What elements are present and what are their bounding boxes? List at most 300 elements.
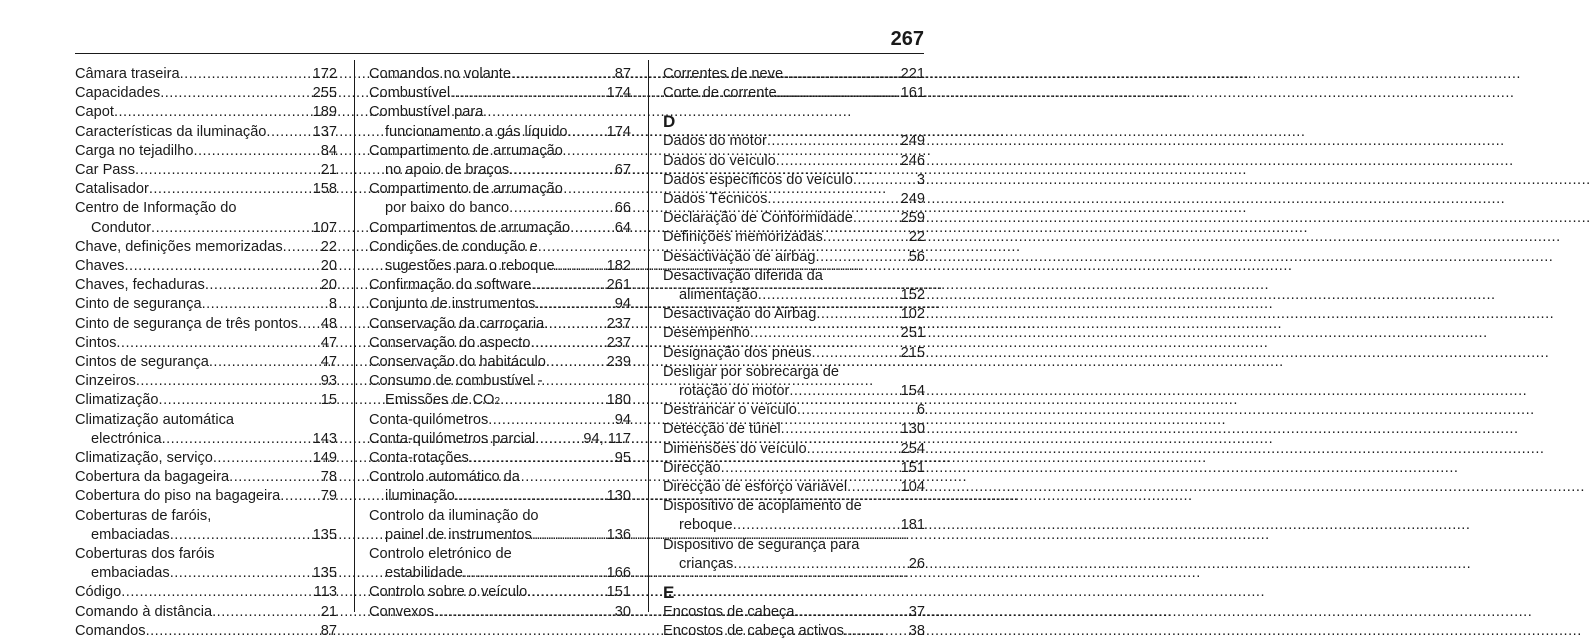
index-term: Conjunto de instrumentos bbox=[369, 296, 536, 313]
index-term: Cintos de segurança bbox=[75, 354, 209, 371]
index-entry bbox=[75, 238, 337, 257]
index-page-ref: 149 bbox=[312, 450, 337, 467]
index-term: Convexos bbox=[369, 603, 434, 620]
index-entry-line bbox=[75, 123, 337, 142]
index-entry-line bbox=[75, 180, 337, 199]
dot-leader bbox=[844, 622, 909, 641]
dot-leader bbox=[816, 305, 900, 324]
index-term: Câmara traseira bbox=[75, 66, 180, 82]
index-page-ref: 87 bbox=[614, 66, 631, 82]
dot-leader bbox=[777, 84, 901, 103]
dot-leader bbox=[794, 603, 908, 622]
index-term: Direcção de esforço variável bbox=[663, 479, 848, 496]
index-entry-line bbox=[663, 209, 925, 228]
dot-leader bbox=[544, 315, 606, 334]
index-entry-continuation bbox=[75, 219, 337, 238]
dot-leader bbox=[463, 564, 607, 583]
index-term: Centro de Informação do bbox=[75, 200, 237, 217]
index-entry bbox=[75, 257, 337, 276]
dot-leader bbox=[811, 344, 900, 363]
index-entry-line bbox=[75, 142, 337, 161]
index-entry-line bbox=[75, 583, 337, 602]
dot-leader bbox=[135, 161, 321, 180]
index-term: Desactivação de airbag bbox=[663, 248, 816, 265]
index-entry-line bbox=[75, 161, 337, 180]
index-entry-line bbox=[663, 65, 925, 84]
dot-leader bbox=[151, 219, 313, 238]
dot-leader bbox=[500, 391, 607, 410]
index-term: Declaração de Conformidade bbox=[663, 210, 853, 227]
index-entry-line bbox=[75, 315, 337, 334]
index-entry bbox=[369, 411, 631, 430]
index-entry bbox=[75, 199, 337, 237]
index-entry bbox=[369, 583, 631, 602]
index-page-ref: 237 bbox=[606, 334, 631, 351]
index-term: reboque bbox=[679, 517, 733, 534]
index-term: Correntes de neve bbox=[663, 66, 784, 82]
index-entry-line bbox=[663, 478, 925, 497]
index-page-ref: 66 bbox=[614, 200, 631, 217]
column-separator bbox=[648, 60, 649, 612]
dot-leader bbox=[797, 401, 917, 420]
index-term: Climatização, serviço bbox=[75, 450, 213, 467]
dot-leader bbox=[124, 257, 320, 276]
dot-leader bbox=[511, 65, 615, 84]
index-page-ref: 166 bbox=[606, 565, 631, 582]
index-entry bbox=[663, 603, 925, 622]
index-column-3 bbox=[663, 65, 925, 641]
index-page-ref: 180 bbox=[606, 392, 631, 409]
index-entry bbox=[369, 295, 631, 314]
index-entry-line bbox=[75, 622, 337, 641]
index-entry-continuation bbox=[369, 564, 631, 583]
index-column-1 bbox=[75, 65, 337, 641]
index-entry bbox=[663, 132, 925, 151]
dot-leader bbox=[767, 132, 901, 151]
index-term: Cinto de segurança de três pontos bbox=[75, 315, 299, 332]
index-page-ref: 21 bbox=[320, 162, 337, 179]
index-entry bbox=[369, 315, 631, 334]
index-entry-line bbox=[369, 411, 631, 430]
index-page-ref: 130 bbox=[900, 421, 925, 438]
dot-leader bbox=[205, 276, 321, 295]
index-term: Desactivação diferida da bbox=[663, 267, 823, 284]
index-term: Conservação do habitáculo bbox=[369, 354, 546, 371]
index-page-ref: 215 bbox=[900, 344, 925, 361]
index-page-ref: 37 bbox=[908, 604, 925, 621]
index-page-ref: 56 bbox=[908, 248, 925, 265]
index-entry-line bbox=[75, 84, 337, 103]
index-page-ref: 130 bbox=[606, 488, 631, 505]
dot-leader bbox=[170, 526, 313, 545]
index-page-ref: 107 bbox=[312, 219, 337, 236]
index-entry bbox=[369, 65, 631, 84]
index-entry-line bbox=[663, 84, 925, 103]
index-entry bbox=[663, 190, 925, 209]
index-entry-line bbox=[369, 295, 631, 314]
index-entry-line bbox=[663, 132, 925, 151]
index-section-letter: D bbox=[663, 112, 676, 132]
index-entry bbox=[75, 161, 337, 180]
index-page-ref: 255 bbox=[312, 85, 337, 102]
index-page-ref: 102 bbox=[900, 306, 925, 323]
dot-leader bbox=[159, 391, 321, 410]
dot-leader bbox=[807, 440, 901, 459]
index-entry-continuation bbox=[369, 257, 631, 276]
index-entry bbox=[369, 603, 631, 622]
index-term: Car Pass bbox=[75, 162, 136, 179]
index-entry bbox=[75, 65, 337, 84]
index-entry-continuation bbox=[369, 161, 631, 180]
index-page-ref: 21 bbox=[320, 603, 337, 620]
dot-leader bbox=[469, 449, 615, 468]
index-term: Destrancar o veículo bbox=[663, 402, 797, 419]
index-term: Dados específicos do veículo bbox=[663, 171, 853, 188]
index-entry bbox=[75, 622, 337, 641]
index-term: Conta-rotações bbox=[369, 450, 469, 467]
index-term: Comandos no volante bbox=[369, 66, 511, 82]
index-page-ref: 221 bbox=[900, 66, 925, 82]
index-page-ref: 182 bbox=[606, 258, 631, 275]
index-page-ref: 152 bbox=[900, 287, 925, 304]
index-term: Dados do motor bbox=[663, 133, 767, 150]
index-entry-line bbox=[663, 603, 925, 622]
index-term: Desligar por sobrecarga de bbox=[663, 363, 840, 380]
dot-leader bbox=[280, 487, 320, 506]
index-entry-continuation bbox=[663, 382, 925, 401]
index-page-ref: 143 bbox=[312, 430, 337, 447]
index-entry-line bbox=[75, 276, 337, 295]
index-term: Características da iluminação bbox=[75, 123, 267, 140]
index-page-ref: 38 bbox=[908, 623, 925, 640]
index-entry-line bbox=[369, 180, 631, 199]
dot-leader bbox=[758, 286, 901, 305]
dot-leader bbox=[532, 526, 607, 545]
header-rule bbox=[75, 53, 924, 54]
index-entry-line bbox=[75, 295, 337, 314]
index-entry-line bbox=[369, 103, 631, 122]
index-entry bbox=[663, 459, 925, 478]
index-entry bbox=[663, 209, 925, 228]
index-entry-line bbox=[369, 334, 631, 353]
index-entry bbox=[369, 468, 631, 506]
index-term: Encostos de cabeça bbox=[663, 604, 795, 621]
dot-leader bbox=[488, 411, 615, 430]
index-term: Cobertura da bagageira bbox=[75, 469, 230, 486]
index-term: Carga no tejadilho bbox=[75, 142, 194, 159]
index-term: Controlo automático da bbox=[369, 469, 520, 486]
index-entry bbox=[75, 353, 337, 372]
dot-leader bbox=[509, 199, 615, 218]
index-page-ref: 93 bbox=[320, 373, 337, 390]
index-section-letter: E bbox=[663, 583, 675, 603]
index-term: Dimensões do veículo bbox=[663, 440, 807, 457]
index-page-ref: 189 bbox=[312, 104, 337, 121]
index-entry bbox=[663, 228, 925, 247]
index-page-ref: 137 bbox=[312, 123, 337, 140]
index-entry bbox=[369, 142, 631, 180]
index-term: funcionamento a gás líquido bbox=[385, 123, 568, 140]
index-term: Consumo de combustível - bbox=[369, 373, 543, 390]
index-entry bbox=[75, 142, 337, 161]
index-term: Dispositivo de segurança para bbox=[663, 536, 860, 553]
index-term: embaciadas bbox=[91, 565, 170, 582]
index-entry-line bbox=[369, 430, 631, 449]
dot-leader bbox=[229, 468, 321, 487]
index-entry-continuation bbox=[663, 555, 925, 574]
index-entry-line bbox=[75, 507, 337, 526]
index-page-ref: 94, 117 bbox=[583, 430, 631, 447]
index-entry-line bbox=[663, 497, 925, 516]
index-entry-line bbox=[663, 401, 925, 420]
index-term: Chaves, fechaduras bbox=[75, 277, 205, 294]
index-page-ref: 30 bbox=[614, 603, 631, 620]
index-page-ref: 249 bbox=[900, 133, 925, 150]
index-term: Detecção de túnel bbox=[663, 421, 781, 438]
index-page-ref: 151 bbox=[900, 459, 925, 476]
index-entry bbox=[663, 344, 925, 363]
index-entry bbox=[663, 363, 925, 401]
index-term: Catalisador bbox=[75, 181, 149, 198]
dot-leader bbox=[434, 603, 615, 622]
index-entry bbox=[75, 507, 337, 545]
index-entry bbox=[75, 295, 337, 314]
index-entry-line bbox=[75, 257, 337, 276]
index-page-ref: 15 bbox=[320, 392, 337, 409]
dot-leader bbox=[853, 209, 901, 228]
index-entry-line bbox=[663, 459, 925, 478]
index-entry bbox=[369, 372, 631, 410]
index-page-ref: 249 bbox=[900, 191, 925, 208]
dot-leader bbox=[783, 65, 901, 84]
index-page-ref: 47 bbox=[320, 354, 337, 371]
index-term: electrónica bbox=[91, 430, 162, 447]
index-entry bbox=[369, 449, 631, 468]
index-page-ref: 104 bbox=[900, 479, 925, 496]
dot-leader bbox=[160, 84, 312, 103]
index-term: rotação do motor bbox=[679, 383, 790, 400]
index-entry-line bbox=[663, 171, 925, 190]
index-column-2 bbox=[369, 65, 631, 622]
index-term: Direcção bbox=[663, 459, 721, 476]
index-entry-line bbox=[369, 65, 631, 84]
index-entry-line bbox=[369, 507, 631, 526]
index-entry-line bbox=[663, 363, 925, 382]
index-term: Desactivação do Airbag bbox=[663, 306, 817, 323]
index-term: embaciadas bbox=[91, 526, 170, 543]
index-page-ref: 20 bbox=[320, 277, 337, 294]
dot-leader bbox=[776, 152, 901, 171]
page-number: 267 bbox=[890, 28, 924, 50]
index-page-ref: 64 bbox=[614, 219, 631, 236]
index-term: painel de instrumentos bbox=[385, 526, 532, 543]
index-term: Capot bbox=[75, 104, 114, 121]
index-entry-continuation bbox=[369, 199, 631, 218]
index-entry-line bbox=[369, 276, 631, 295]
dot-leader bbox=[509, 161, 615, 180]
index-term: Condutor bbox=[91, 219, 152, 236]
index-term: no apoio de braços bbox=[385, 162, 510, 179]
index-entry-continuation bbox=[369, 526, 631, 545]
index-entry bbox=[369, 545, 631, 583]
index-entry-line bbox=[75, 411, 337, 430]
dot-leader bbox=[816, 248, 909, 267]
index-term: Coberturas de faróis, bbox=[75, 507, 212, 524]
index-term: Controlo da iluminação do bbox=[369, 507, 539, 524]
index-entry bbox=[369, 103, 631, 141]
index-term: Conta-quilómetros parcial bbox=[369, 430, 536, 447]
dot-leader bbox=[853, 171, 917, 190]
index-entry-line bbox=[663, 440, 925, 459]
dot-leader bbox=[213, 449, 313, 468]
index-page-ref: 3 bbox=[916, 171, 925, 188]
index-entry-line bbox=[369, 583, 631, 602]
index-entry-line bbox=[75, 603, 337, 622]
dot-leader bbox=[121, 583, 313, 602]
index-term: sugestões para o reboque bbox=[385, 258, 555, 275]
dot-leader bbox=[535, 295, 614, 314]
index-entry bbox=[369, 276, 631, 295]
index-page-ref: 84 bbox=[320, 142, 337, 159]
index-entry-line bbox=[663, 267, 925, 286]
index-page-ref: 172 bbox=[312, 66, 337, 82]
index-page-ref: 174 bbox=[606, 85, 631, 102]
index-page-ref: 151 bbox=[606, 584, 631, 601]
index-entry bbox=[369, 219, 631, 238]
index-entry bbox=[663, 65, 925, 84]
index-entry-line bbox=[75, 372, 337, 391]
index-entry-line bbox=[369, 219, 631, 238]
index-page-ref: 254 bbox=[900, 440, 925, 457]
index-page-ref: 136 bbox=[606, 526, 631, 543]
index-term: Comandos bbox=[75, 622, 146, 639]
dot-leader bbox=[116, 334, 320, 353]
dot-leader bbox=[162, 430, 313, 449]
index-entry bbox=[369, 353, 631, 372]
index-term: Encostos de cabeça activos bbox=[663, 623, 844, 640]
dot-leader bbox=[136, 372, 321, 391]
index-entry-line bbox=[663, 622, 925, 641]
index-page-ref: 251 bbox=[900, 325, 925, 342]
dot-leader bbox=[535, 430, 583, 449]
index-entry-line bbox=[369, 353, 631, 372]
index-page-ref: 94 bbox=[614, 296, 631, 313]
index-term: Desempenho bbox=[663, 325, 750, 342]
index-entry bbox=[75, 603, 337, 622]
index-page-ref: 259 bbox=[900, 210, 925, 227]
index-entry bbox=[75, 468, 337, 487]
column-separator bbox=[354, 60, 355, 612]
index-entry-line bbox=[369, 372, 631, 391]
index-entry-line bbox=[75, 468, 337, 487]
dot-leader bbox=[733, 555, 908, 574]
index-term: estabilidade bbox=[385, 565, 463, 582]
index-term: Climatização automática bbox=[75, 411, 234, 428]
index-entry-line bbox=[369, 603, 631, 622]
index-entry-line bbox=[663, 536, 925, 555]
index-term: Compartimento de arrumação bbox=[369, 142, 563, 159]
index-entry bbox=[663, 152, 925, 171]
index-entry-line bbox=[663, 305, 925, 324]
index-page-ref: 135 bbox=[312, 565, 337, 582]
index-term: Conta-quilómetros bbox=[369, 411, 489, 428]
index-entry-line bbox=[663, 152, 925, 171]
index-page-ref: 113 bbox=[313, 584, 337, 601]
index-entry bbox=[663, 305, 925, 324]
index-entry-line bbox=[75, 487, 337, 506]
index-term: Combustível para bbox=[369, 104, 484, 121]
dot-leader bbox=[555, 257, 607, 276]
index-entry-line bbox=[75, 199, 337, 218]
index-page-ref: 94 bbox=[614, 411, 631, 428]
index-entry-line bbox=[75, 545, 337, 564]
index-entry bbox=[75, 103, 337, 122]
index-entry-line bbox=[663, 324, 925, 343]
dot-leader bbox=[149, 180, 313, 199]
index-term: Código bbox=[75, 584, 122, 601]
index-page-ref: 22 bbox=[908, 229, 925, 246]
index-page-ref: 79 bbox=[320, 488, 337, 505]
index-entry bbox=[75, 123, 337, 142]
dot-leader bbox=[209, 353, 321, 372]
dot-leader bbox=[721, 459, 901, 478]
index-entry-continuation bbox=[75, 564, 337, 583]
dot-leader bbox=[789, 382, 900, 401]
index-term: Conservação do aspecto bbox=[369, 334, 531, 351]
index-page-ref: 95 bbox=[614, 450, 631, 467]
index-entry bbox=[663, 536, 925, 574]
index-entry-continuation bbox=[75, 526, 337, 545]
dot-leader bbox=[570, 219, 615, 238]
index-term: Cinzeiros bbox=[75, 373, 136, 390]
index-entry bbox=[75, 449, 337, 468]
dot-leader bbox=[193, 142, 320, 161]
index-page-ref: 154 bbox=[900, 383, 925, 400]
index-entry bbox=[75, 84, 337, 103]
index-entry bbox=[663, 440, 925, 459]
index-entry-continuation bbox=[369, 487, 631, 506]
index-term: Conservação da carroçaria bbox=[369, 315, 545, 332]
dot-leader bbox=[733, 516, 901, 535]
index-term: Corte de corrente bbox=[663, 85, 777, 102]
index-term: Cobertura do piso na bagageira bbox=[75, 488, 281, 505]
index-term: Capacidades bbox=[75, 85, 161, 102]
index-entry bbox=[663, 401, 925, 420]
index-page-ref: 78 bbox=[320, 469, 337, 486]
index-entry-continuation bbox=[663, 516, 925, 535]
index-entry bbox=[663, 420, 925, 439]
index-entry bbox=[663, 324, 925, 343]
index-entry bbox=[369, 238, 631, 276]
index-page-ref: 6 bbox=[916, 402, 925, 419]
index-term: Dados do veículo bbox=[663, 152, 776, 169]
index-term: Chave, definições memorizadas bbox=[75, 238, 283, 255]
dot-leader bbox=[202, 295, 329, 314]
index-entry bbox=[75, 315, 337, 334]
index-term: por baixo do banco bbox=[385, 200, 510, 217]
index-entry bbox=[663, 622, 925, 641]
index-entry bbox=[75, 180, 337, 199]
dot-leader bbox=[781, 420, 901, 439]
index-entry-continuation bbox=[663, 286, 925, 305]
index-entry bbox=[663, 497, 925, 535]
index-term: Combustível bbox=[369, 85, 451, 102]
index-entry bbox=[75, 411, 337, 449]
index-page-ref: 261 bbox=[606, 277, 631, 294]
index-page-ref: 158 bbox=[312, 181, 337, 198]
index-entry-continuation bbox=[75, 430, 337, 449]
index-entry-line bbox=[75, 391, 337, 410]
